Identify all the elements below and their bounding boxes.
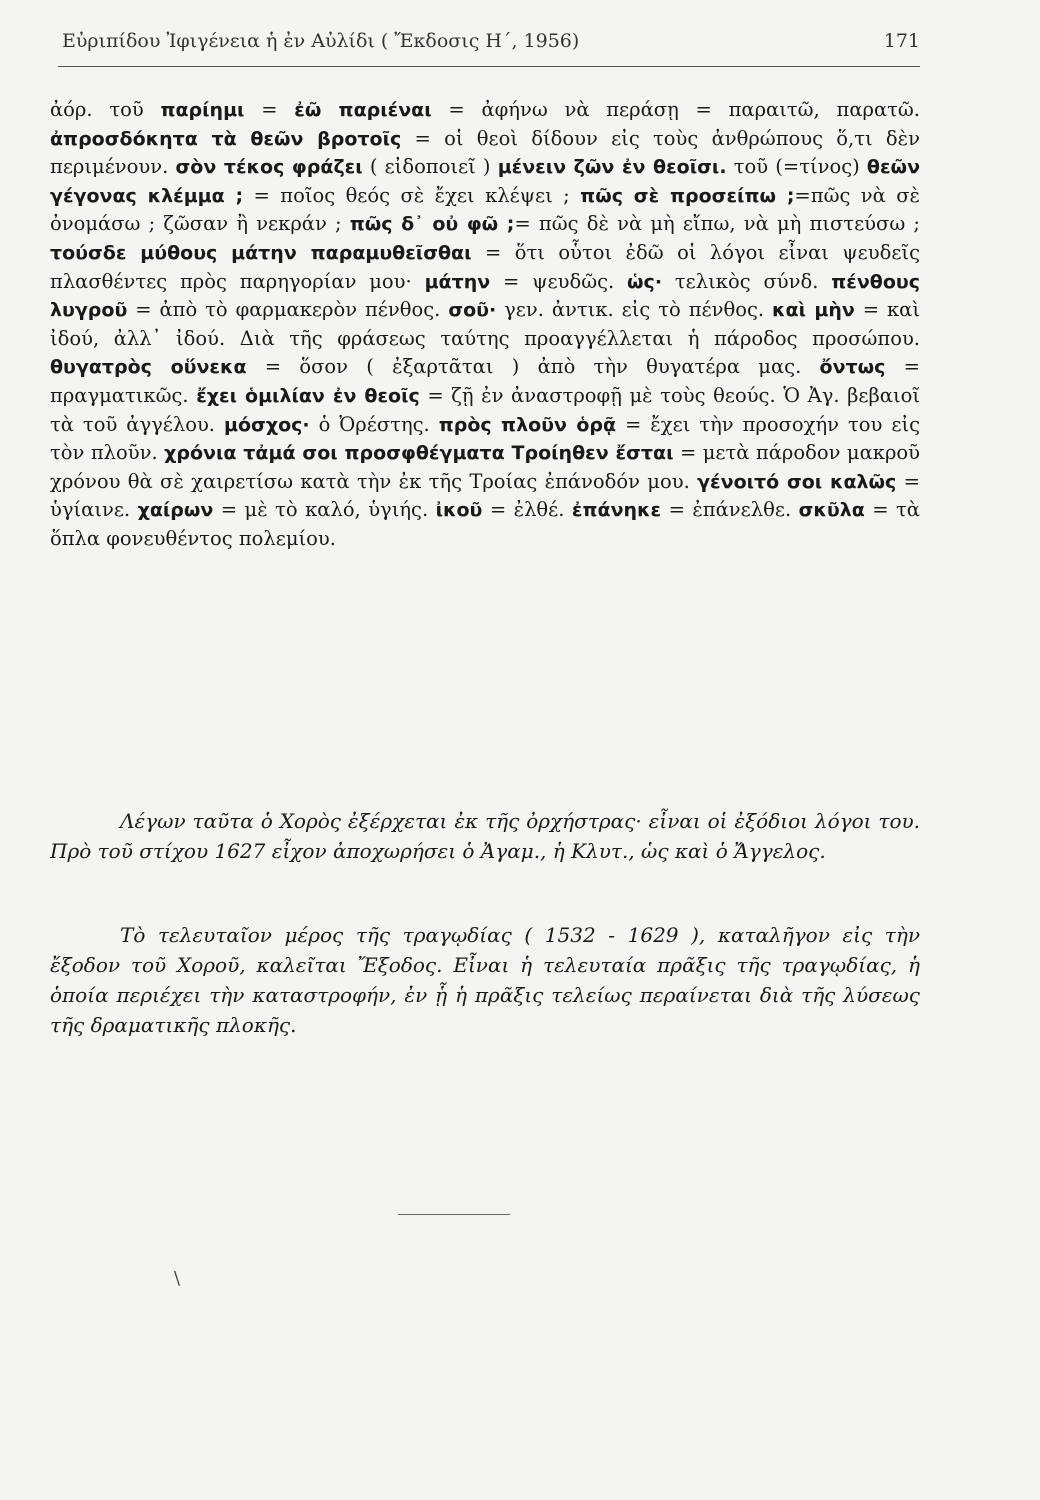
lemma-term: θυγατρὸς οὕνεκα: [50, 356, 247, 379]
lemma-term: τούσδε μύθους μάτην παραμυθεῖσθαι: [50, 241, 472, 264]
gloss-text: = ποῖος θεός σὲ ἔχει κλέψει ;: [243, 183, 581, 207]
gloss-text: = ὅτι οὗτοι ἐδῶ οἱ λόγοι εἶναι ψευδεῖς πλασθέντες πρὸς παρηγορίαν μου·: [50, 240, 921, 293]
gloss-text: = τὰ ὅπλα φονευθέντος πολεμίου.: [50, 498, 920, 550]
running-header: [62, 30, 920, 52]
commentary-paragraph: [50, 96, 920, 554]
lemma-term: θεῶν γέγονας κλέμμα ;: [50, 156, 921, 207]
lemma-term: ὄντως: [819, 356, 886, 379]
gloss-text: = πῶς δὲ νὰ μὴ εἴπω, νὰ μὴ πιστεύσω ;: [514, 212, 920, 236]
prose-block-2: [50, 920, 920, 1040]
prose-block-1: [50, 806, 920, 866]
lemma-term: πῶς σὲ προσείπω ;: [580, 184, 795, 207]
header-rule: [58, 66, 920, 67]
gloss-text: ὁ Ὀρέστης.: [309, 412, 439, 436]
lemma-term: ἔχει ὁμιλίαν ἐν θεοῖς: [196, 384, 420, 407]
lemma-term: πρὸς πλοῦν ὁρᾷ: [438, 413, 617, 436]
prose-paragraph-2: Τὸ τελευταῖον μέρος τῆς τραγῳδίας ( 1532 - 1629 ), καταλῆγον εἰς τὴν ἔξοδον τοῦ Χοροῦ, καλεῖται Ἔξοδος. Εἶναι ἡ τελευταία πρᾶξις τῆς τραγῳδίας, ἡ ὁποία περιέχει τὴν καταστροφήν, ἐν ᾗ ἡ πρᾶξις τελείως περαίνεται διὰ τῆς λύσεως τῆς δραματικῆς πλοκῆς.: [50, 923, 920, 1037]
gloss-text: = ψευδῶς.: [490, 269, 628, 293]
gloss-text: ἀόρ. τοῦ: [50, 98, 161, 121]
prose-paragraph-1: Λέγων ταῦτα ὁ Χορὸς ἐξέρχεται ἐκ τῆς ὀρχήστρας· εἶναι οἱ ἐξόδιοι λόγοι του. Πρὸ τοῦ στίχου 1627 εἶχον ἀποχωρήσει ὁ Ἀγαμ., ἡ Κλυτ., ὡς καὶ ὁ Ἄγγελος.: [50, 809, 920, 863]
gloss-text: = ὑγίαινε.: [50, 469, 920, 522]
lemma-term: καὶ μὴν: [772, 299, 855, 322]
lemma-term: ἰκοῦ: [435, 499, 483, 522]
gloss-text: = μὲ τὸ καλό, ὑγιής.: [213, 498, 436, 522]
lemma-term: μάτην: [424, 270, 491, 293]
lemma-term: πῶς δ᾽ οὐ φῶ ;: [349, 213, 515, 236]
gloss-text: =πῶς νὰ σὲ ὀνομάσω ; ζῶσαν ἢ νεκράν ;: [50, 183, 921, 236]
footer-rule: [398, 1214, 510, 1215]
gloss-text: γεν. ἀντικ. εἰς τὸ πένθος.: [496, 298, 773, 322]
lemma-term: ἀπροσδόκητα τὰ θεῶν βροτοῖς: [50, 127, 402, 150]
lemma-term: μένειν ζῶν ἐν θεοῖσι.: [497, 156, 727, 179]
lemma-term: σὸν τέκος φράζει: [175, 156, 363, 179]
gloss-text: = οἱ θεοὶ δίδουν εἰς τοὺς ἀνθρώπους ὅ,τι δὲν περιμένουν.: [50, 126, 920, 179]
gloss-text: = ἀφήνω νὰ περάσῃ = παραιτῶ, παρατῶ.: [431, 98, 921, 121]
lemma-term: πένθους λυγροῦ: [50, 270, 920, 322]
lemma-term: σκῦλα: [798, 499, 865, 522]
lemma-term: σοῦ·: [448, 299, 497, 322]
gloss-text: =: [244, 98, 295, 121]
gloss-text: = ἀπὸ τὸ φαρμακερὸν πένθος.: [127, 298, 449, 322]
gloss-text: = πραγματικῶς.: [50, 355, 921, 407]
lemma-term: ἐπάνηκε: [571, 499, 662, 522]
lemma-term: χρόνια τἀμά σοι προσφθέγματα Τροίηθεν ἔσται: [164, 442, 674, 465]
gloss-text: ( εἰδοποιεῖ ): [362, 155, 498, 179]
gloss-text: = ἔχει τὴν προσοχήν του εἰς τὸν πλοῦν.: [50, 412, 921, 465]
commentary-block: [50, 96, 920, 554]
stray-mark: \: [174, 1268, 181, 1289]
page-number: 171: [883, 30, 920, 52]
gloss-text: = ζῇ ἐν ἀναστροφῇ μὲ τοὺς θεούς. Ὁ Ἀγ. βεβαιοῖ τὰ τοῦ ἀγγέλου.: [50, 383, 920, 436]
running-title: Εὐριπίδου Ἰφιγένεια ἡ ἐν Αὐλίδι ( Ἔκδοσις Η΄, 1956): [62, 30, 580, 52]
lemma-term: γένοιτό σοι καλῶς: [697, 470, 897, 493]
gloss-text: = ὅσον ( ἐξαρτᾶται ) ἀπὸ τὴν θυγατέρα μας.: [246, 355, 820, 379]
gloss-text: = ἐλθέ.: [482, 498, 572, 522]
lemma-term: μόσχος·: [223, 413, 310, 436]
gloss-text: τελικὸς σύνδ.: [662, 269, 832, 293]
lemma-term: ἐῶ παριέναι: [294, 99, 432, 121]
lemma-term: παρίημι: [160, 99, 245, 121]
gloss-text: = ἐπάνελθε.: [661, 498, 799, 522]
gloss-text: = καὶ ἰδού, ἀλλ᾽ ἰδού. Διὰ τῆς φράσεως ταύτης προαγγέλλεται ἡ πάροδος προσώπου.: [50, 298, 920, 350]
gloss-text: = μετὰ πάροδον μακροῦ χρόνου θὰ σὲ χαιρετίσω κατὰ τὴν ἐκ τῆς Τροίας ἐπάνοδόν μου.: [50, 441, 920, 493]
lemma-term: χαίρων: [137, 499, 214, 522]
lemma-term: ὡς·: [627, 270, 663, 293]
gloss-text: τοῦ (=τίνος): [726, 155, 867, 179]
